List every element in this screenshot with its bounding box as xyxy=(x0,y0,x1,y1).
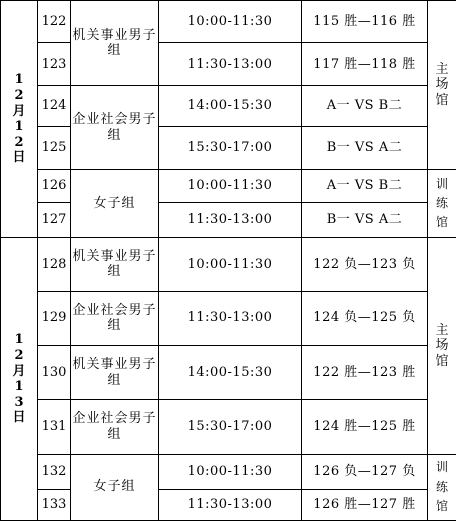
matchup-cell: 122 胜—123 胜 xyxy=(302,345,428,399)
table-row xyxy=(1,291,456,345)
match-number: 128 xyxy=(38,238,71,291)
table-row xyxy=(1,345,456,399)
table-row xyxy=(1,86,456,126)
match-number: 131 xyxy=(38,400,71,454)
group-cell: 机关事业男子组 xyxy=(71,238,159,291)
table-row xyxy=(1,43,456,86)
matchup-cell: 126 胜—127 胜 xyxy=(302,489,428,520)
matchup-cell: 117 胜—118 胜 xyxy=(302,43,428,86)
match-number: 129 xyxy=(38,291,71,345)
matchup-cell: 124 胜—125 胜 xyxy=(302,400,428,454)
table-row xyxy=(1,454,456,489)
table-row xyxy=(1,238,456,291)
matchup-cell: B一 VS A二 xyxy=(302,126,428,169)
date-cell: 12月12日 xyxy=(1,1,38,238)
group-cell: 机关事业男子组 xyxy=(71,1,159,86)
matchup-cell: 115 胜—116 胜 xyxy=(302,1,428,43)
match-number: 127 xyxy=(38,203,71,238)
table-row xyxy=(1,169,456,202)
time-cell: 10:00-11:30 xyxy=(159,169,302,202)
venue-cell: 主场馆 xyxy=(428,238,456,454)
time-cell: 15:30-17:00 xyxy=(159,126,302,169)
group-cell: 女子组 xyxy=(71,454,159,520)
time-cell: 15:30-17:00 xyxy=(159,400,302,454)
match-number: 124 xyxy=(38,86,71,126)
time-cell: 11:30-13:00 xyxy=(159,291,302,345)
time-cell: 10:00-11:30 xyxy=(159,238,302,291)
matchup-cell: 124 负—125 负 xyxy=(302,291,428,345)
group-cell: 女子组 xyxy=(71,169,159,237)
table-row xyxy=(1,400,456,454)
time-cell: 14:00-15:30 xyxy=(159,86,302,126)
matchup-cell: A一 VS B二 xyxy=(302,169,428,202)
venue-cell: 训练馆 xyxy=(428,454,456,520)
time-cell: 11:30-13:00 xyxy=(159,43,302,86)
match-number: 132 xyxy=(38,454,71,489)
table-row xyxy=(1,1,456,43)
time-cell: 11:30-13:00 xyxy=(159,489,302,520)
time-cell: 14:00-15:30 xyxy=(159,345,302,399)
match-number: 133 xyxy=(38,489,71,520)
group-cell: 企业社会男子组 xyxy=(71,400,159,454)
table-row xyxy=(1,126,456,169)
time-cell: 10:00-11:30 xyxy=(159,454,302,489)
date-cell: 12月13日 xyxy=(1,238,38,521)
table-row xyxy=(1,203,456,238)
matchup-cell: A一 VS B二 xyxy=(302,86,428,126)
group-cell: 企业社会男子组 xyxy=(71,86,159,169)
table-row xyxy=(1,489,456,520)
match-number: 123 xyxy=(38,43,71,86)
match-number: 125 xyxy=(38,126,71,169)
matchup-cell: B一 VS A二 xyxy=(302,203,428,238)
group-cell: 机关事业男子组 xyxy=(71,345,159,399)
match-number: 122 xyxy=(38,1,71,43)
matchup-cell: 122 负—123 负 xyxy=(302,238,428,291)
time-cell: 10:00-11:30 xyxy=(159,1,302,43)
time-cell: 11:30-13:00 xyxy=(159,203,302,238)
matchup-cell: 126 负—127 负 xyxy=(302,454,428,489)
venue-cell: 训练馆 xyxy=(428,169,456,237)
group-cell: 企业社会男子组 xyxy=(71,291,159,345)
match-number: 126 xyxy=(38,169,71,202)
venue-cell: 主场馆 xyxy=(428,1,456,170)
match-number: 130 xyxy=(38,345,71,399)
